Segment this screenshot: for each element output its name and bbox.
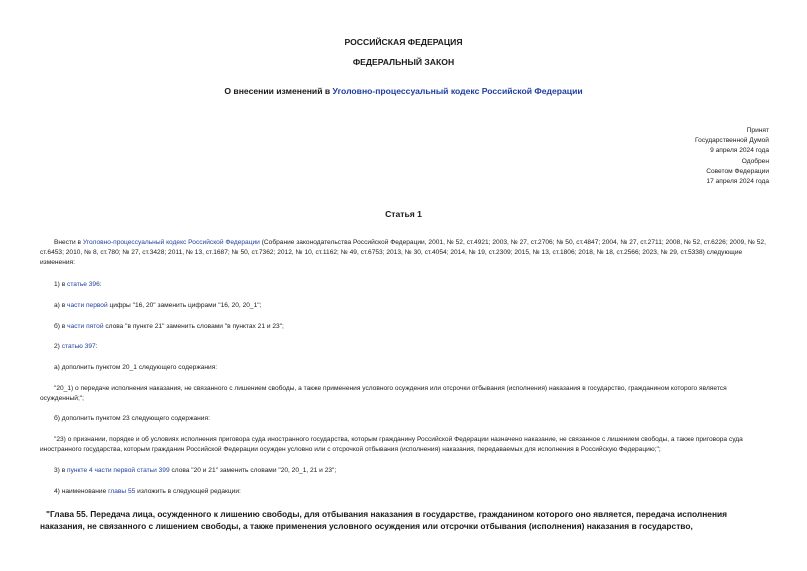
code-link[interactable]: Уголовно-процессуальный кодекс Российской Федерации (82, 239, 260, 246)
adoption-line: Советом Федерации (706, 167, 769, 175)
adoption-line: Одобрен (741, 157, 769, 165)
item-2a-quote: "20_1) о передаче исполнения наказания, не связанного с лишением свободы, а также применения условного осуждения или отсрочки отбывания (исполнения) наказания в государство, гражданином которого является осужденный;"; (40, 385, 727, 403)
item-text: изложить в следующей редакции: (135, 488, 241, 495)
law-title-link[interactable]: Уголовно-процессуальный кодекс Российской Федерации (332, 86, 583, 96)
adoption-line: Государственной Думой (695, 137, 769, 145)
item-text: слова "в пункте 21" заменить словами "в пунктах 21 и 23"; (103, 323, 284, 330)
item-1b (40, 322, 768, 332)
part-one-link[interactable]: части первой (67, 302, 108, 309)
intro-text-rest: (Собрание законодательства Российской Федерации, 2001, № 52, ст.4921; 2003, № 27, ст.2706; № 50, ст.4847; 2004, № 27, ст.2711; 2008, № 52, ст.6226; 2009, № 52, ст.6453; 2010, № 8, ст.780; № 27, ст.3428; 2011, № 13, ст.1687; № 50, ст.7362; 2012, № 10, ст.1162; № 49, ст.6753; 2013, № 30, ст.4054; 2014, № 19, ст.2309; 2015, № 13, ст.1806; 2018, № 18, ст.2566; 2023, № 29, ст.5338) следующие изменения: (40, 239, 766, 267)
adoption-block (695, 126, 769, 187)
article-397-link[interactable]: статью 397 (61, 343, 96, 350)
item-text: 4) наименование (54, 488, 109, 495)
chapter-55-link[interactable]: главы 55 (108, 488, 136, 495)
chapter-55-title: "Глава 55. Передача лица, осужденного к лишению свободы, для отбывания наказания в государстве, гражданином которого оно является, передача исполнения наказания, не связанного с лишением свободы, а также применения условного осуждения или отсрочки отбывания (исполнения) наказания в государство, (40, 509, 728, 532)
header-law-type: ФЕДЕРАЛЬНЫЙ ЗАКОН (352, 57, 455, 67)
law-title-prefix: О внесении изменений в (224, 86, 333, 96)
item-3 (40, 466, 768, 476)
adoption-line: 17 апреля 2024 года (706, 178, 769, 186)
item-text: : (99, 281, 102, 288)
item-2b-quote: "23) о признании, порядке и об условиях исполнения приговора суда иностранного государства, которым гражданину Российской Федерации назначено наказание, не связанное с лишением свободы, а также приговора суда иностранного государства, которым гражданин Российской Федерации осужден условно или с отсрочкой отбывания (исполнения) наказания, передаваемых для исполнения в Российскую Федерацию;"; (40, 436, 743, 454)
header-country: РОССИЙСКАЯ ФЕДЕРАЦИЯ (344, 37, 463, 47)
item-text: 2) (54, 343, 62, 350)
item-text: : (95, 343, 98, 350)
item-4 (40, 487, 768, 497)
adoption-line: 9 апреля 2024 года (710, 147, 769, 155)
article-heading: Статья 1 (385, 209, 422, 219)
item-2b: б) дополнить пунктом 23 следующего содержания: (54, 415, 210, 422)
item-2 (40, 342, 768, 352)
item-text: б) в (54, 323, 68, 330)
law-title (0, 86, 807, 96)
item-text: 3) в (54, 467, 68, 474)
intro-paragraph (40, 238, 768, 269)
item-text: цифры "16, 20" заменить цифрами "16, 20, 20_1"; (107, 302, 262, 309)
item-1a (40, 301, 768, 311)
article-396-link[interactable]: статье 396 (67, 281, 100, 288)
adoption-line: Принят (746, 127, 769, 134)
item-1 (40, 280, 768, 290)
item-text: 1) в (54, 281, 68, 288)
item-text: слова "20 и 21" заменить словами "20, 20_1, 21 и 23"; (169, 467, 337, 474)
item-text: а) в (54, 302, 68, 309)
item-2a: а) дополнить пунктом 20_1 следующего содержания: (54, 364, 218, 371)
intro-text: Внести в (54, 239, 83, 246)
part-five-link[interactable]: части пятой (67, 323, 104, 330)
article-399-link[interactable]: пункте 4 части первой статьи 399 (67, 467, 170, 474)
